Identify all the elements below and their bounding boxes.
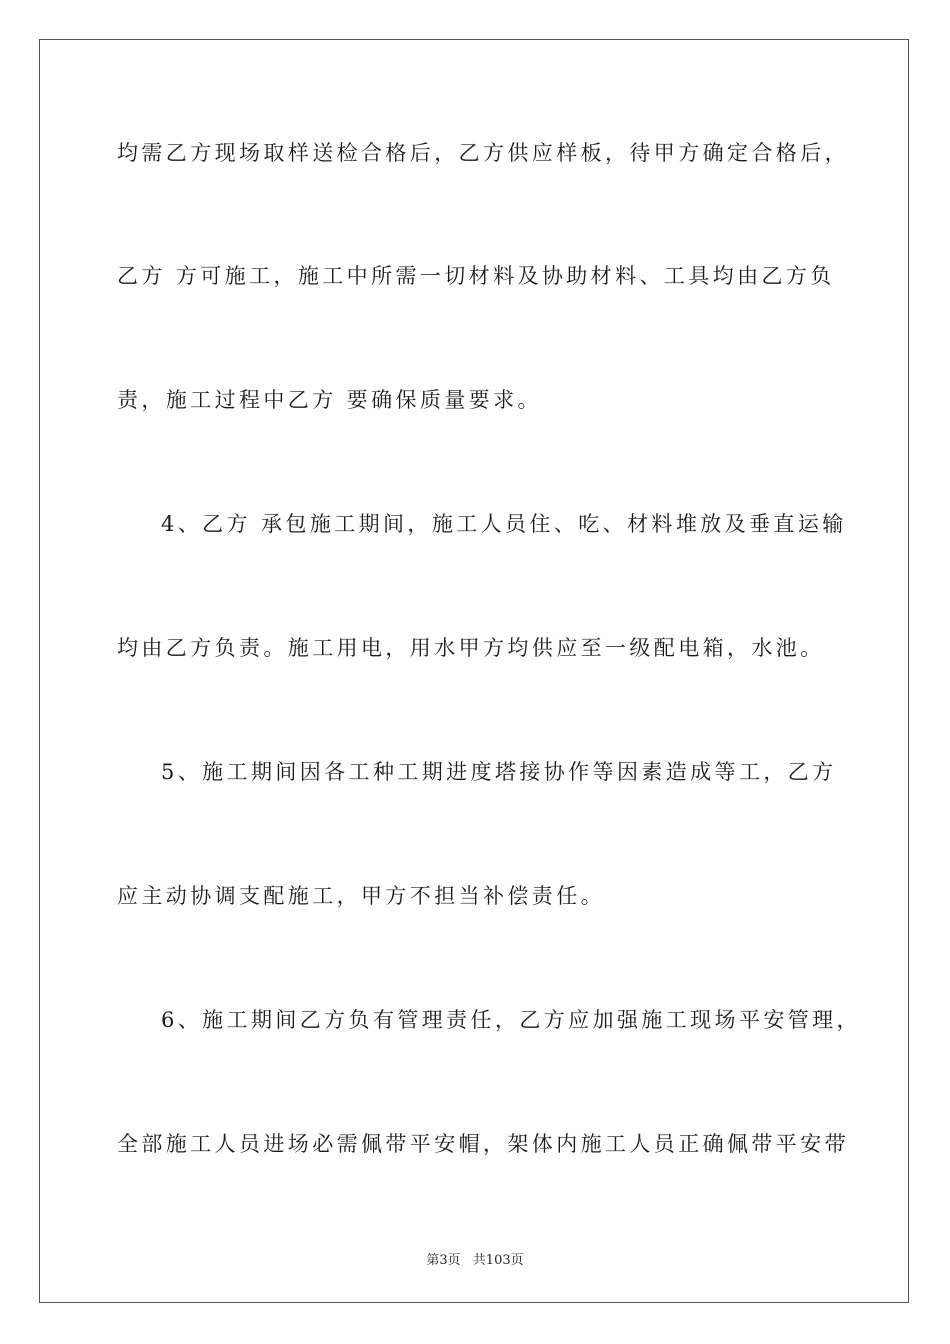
- page-number: 第3页: [426, 1253, 461, 1268]
- page-border: [39, 39, 909, 1303]
- text-line: 责，施工过程中乙方 要确保质量要求。: [117, 388, 542, 412]
- text-line: 应主动协调支配施工，甲方不担当补偿责任。: [117, 884, 605, 908]
- text-line: 均需乙方现场取样送检合格后，乙方供应样板，待甲方确定合格后，: [117, 141, 849, 165]
- text-line: 4、乙方 承包施工期间，施工人员住、吃、材料堆放及垂直运输: [161, 512, 847, 536]
- text-line: 乙方 方可施工，施工中所需一切材料及协助材料、工具均由乙方负: [117, 264, 835, 288]
- page-total: 共103页: [472, 1253, 524, 1268]
- text-line: 6、施工期间乙方负有管理责任，乙方应加强施工现场平安管理，: [161, 1008, 861, 1032]
- text-line: 全部施工人员进场必需佩带平安帽，架体内施工人员正确佩带平安带: [117, 1132, 849, 1156]
- text-line: 5、施工期间因各工种工期进度塔接协作等因素造成等工，乙方: [161, 760, 837, 784]
- text-line: 均由乙方负责。施工用电，用水甲方均供应至一级配电箱，水池。: [117, 636, 825, 660]
- page-footer: [0, 1249, 950, 1268]
